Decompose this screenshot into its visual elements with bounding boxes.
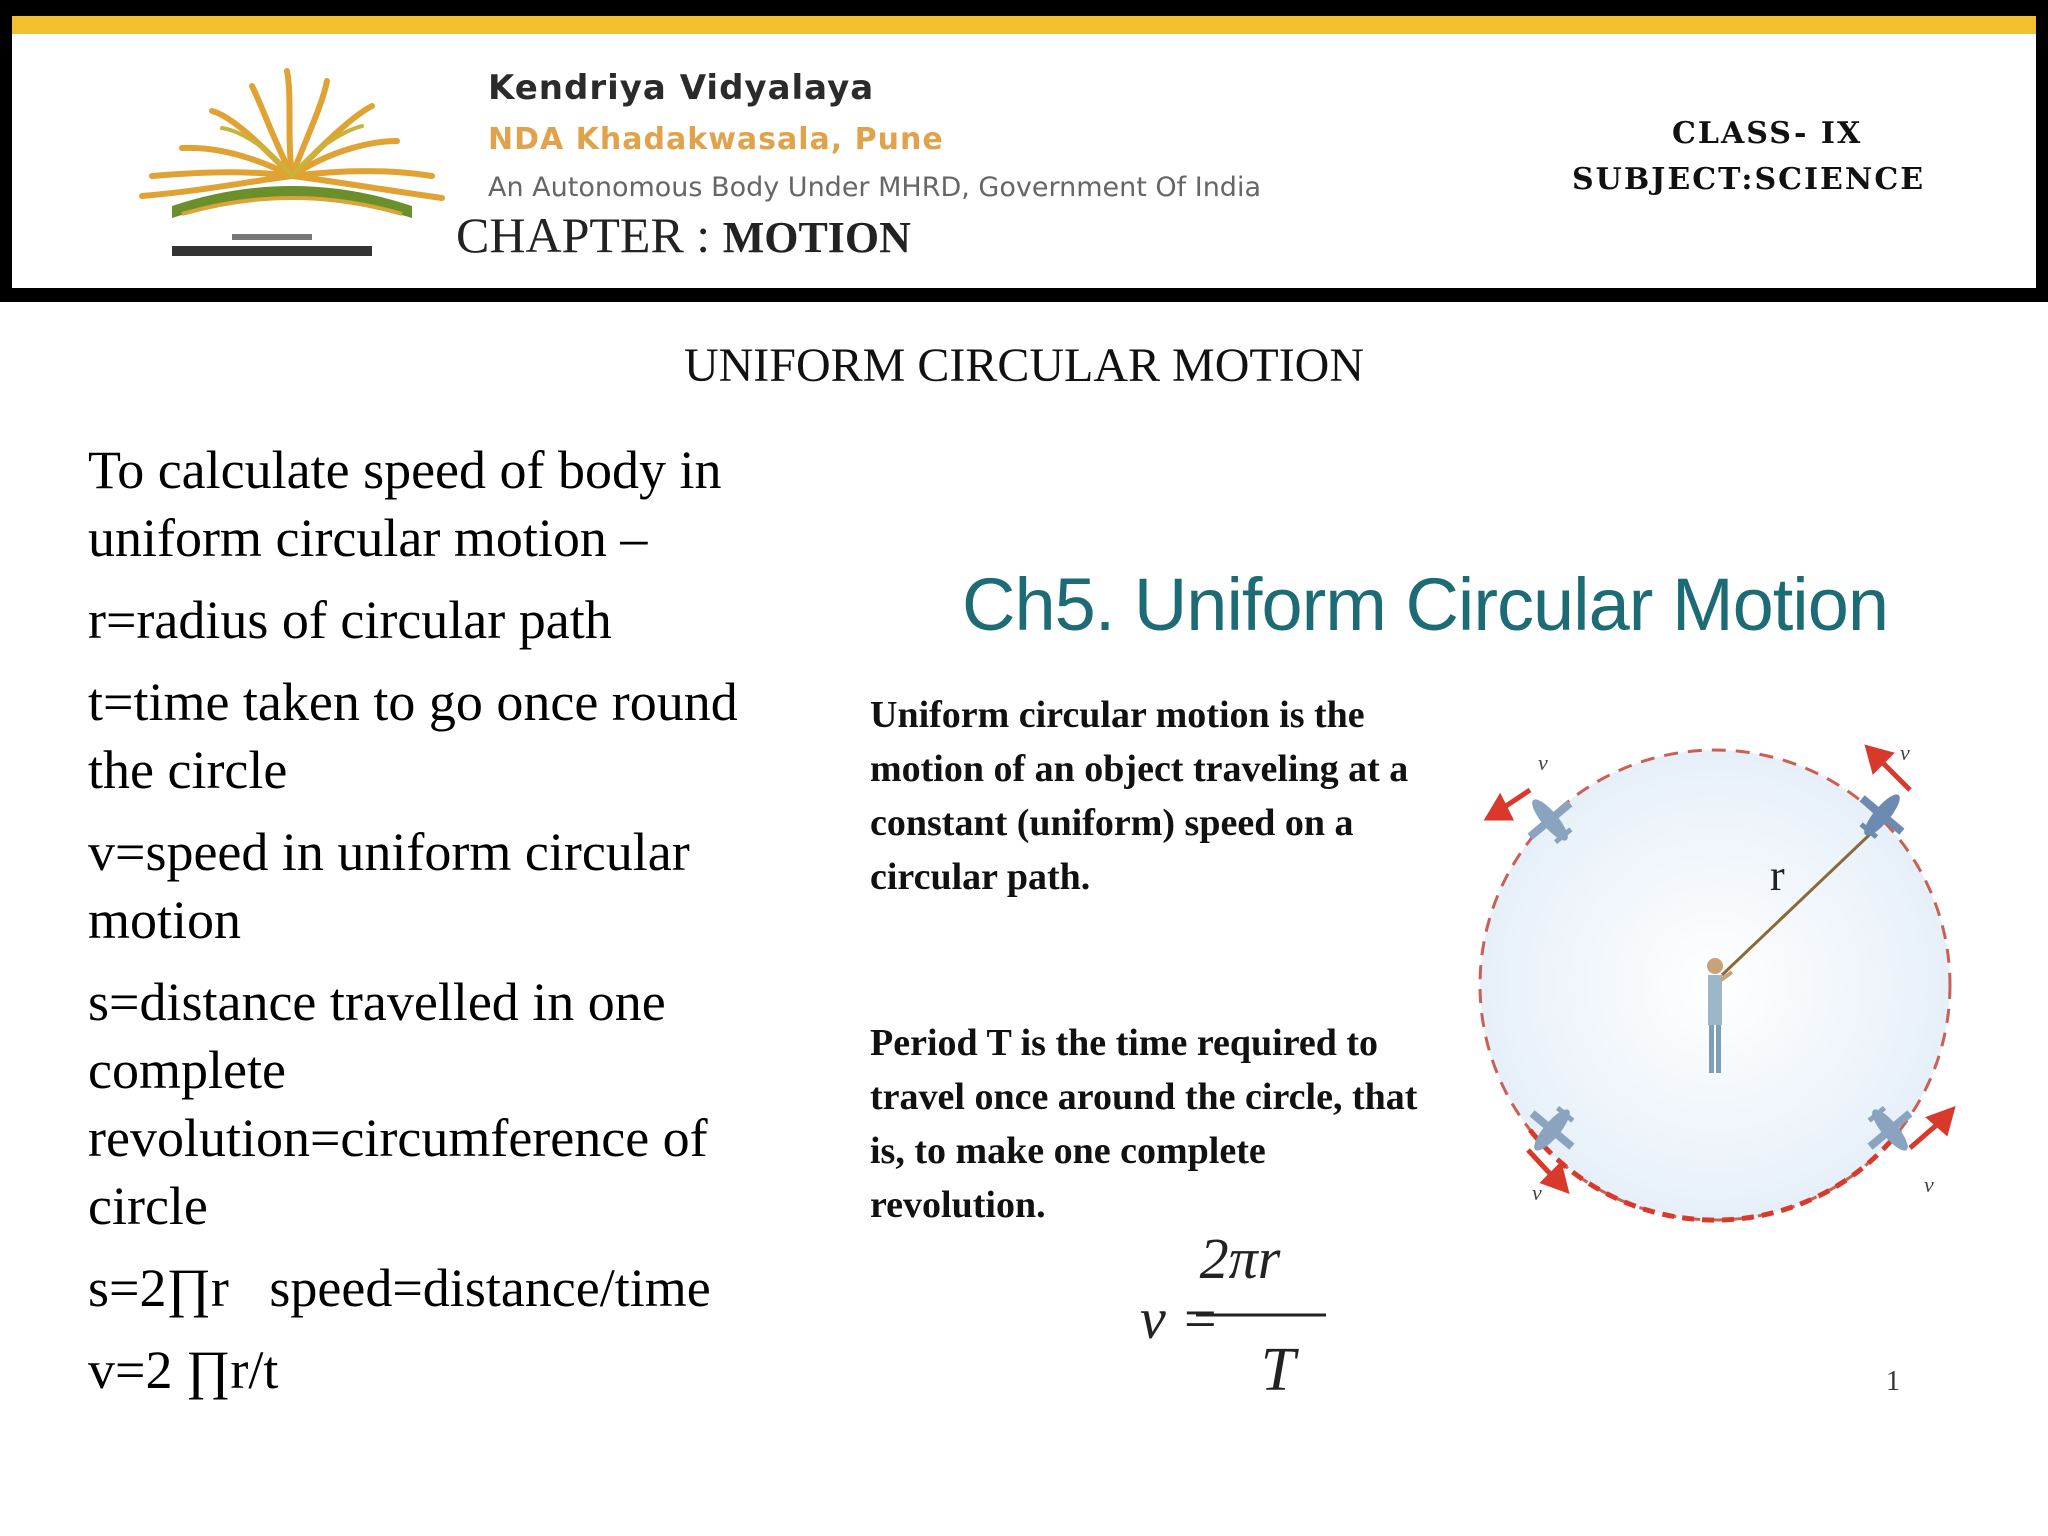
- velocity-arrow-icon: [1488, 798, 1510, 818]
- period-text: Period T is the time required to travel once around the circle, that is, to make one complete revolution.: [870, 1022, 1418, 1226]
- definition-text: Uniform circular motion is the motion of an object traveling at a constant (uniform) speed on a circular path.: [870, 694, 1409, 898]
- velocity-label: v: [1924, 1172, 1934, 1197]
- organization-location: NDA Khadakwasala, Pune: [488, 122, 944, 157]
- header-banner: [0, 0, 2048, 302]
- chapter-name: MOTION: [722, 213, 911, 262]
- text-line: s=distance travelled in one complete revolution=circumference of circle: [88, 972, 708, 1236]
- class-label: CLASS- IX: [1672, 116, 1863, 151]
- slide-title: UNIFORM CIRCULAR MOTION: [683, 339, 1365, 392]
- chapter-prefix: CHAPTER :: [456, 207, 711, 263]
- header-panel: [12, 16, 2036, 288]
- velocity-label: v: [1900, 740, 1910, 765]
- organization-tagline: An Autonomous Body Under MHRD, Government Of India: [488, 172, 1261, 203]
- explanation-text: [88, 436, 808, 1418]
- chapter-heading: [456, 206, 911, 264]
- text-line: s=2∏r speed=distance/time: [88, 1258, 711, 1318]
- formula-denominator: T: [1260, 1336, 1296, 1404]
- velocity-label: v: [1538, 750, 1548, 775]
- organization-name: Kendriya Vidyalaya: [488, 68, 875, 108]
- text-line: v=2 ∏r/t: [88, 1340, 279, 1400]
- velocity-label: v: [1532, 1180, 1542, 1205]
- text-line: v=speed in uniform circular motion: [88, 822, 690, 950]
- text-line: t=time taken to go once round the circle: [88, 672, 738, 800]
- radius-label: r: [1770, 851, 1785, 900]
- kendriya-vidyalaya-logo-icon: [112, 56, 472, 266]
- text-line: r=radius of circular path: [88, 590, 612, 650]
- page-number: 1: [1886, 1366, 1900, 1397]
- formula-lhs: v =: [1140, 1286, 1220, 1351]
- figure-title: Ch5. Uniform Circular Motion: [962, 563, 1889, 646]
- formula-numerator: 2πr: [1199, 1230, 1281, 1291]
- text-line: To calculate speed of body in uniform circular motion –: [88, 440, 722, 568]
- accent-stripe: [12, 16, 2036, 34]
- circular-motion-diagram: [1470, 730, 1990, 1230]
- subject-label: SUBJECT:SCIENCE: [1572, 162, 1926, 197]
- speed-formula: [1140, 1230, 1340, 1410]
